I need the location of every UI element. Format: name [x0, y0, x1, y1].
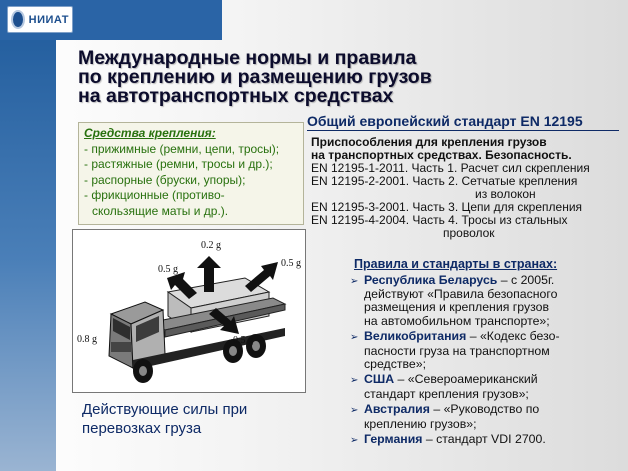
- forces-caption-line-1: Действующие силы при: [82, 401, 248, 418]
- truck-diagram: [73, 230, 305, 392]
- force-label-top: 0.2 g: [201, 240, 221, 251]
- rule-germany: ➢ Германия – стандарт VDI 2700.: [350, 432, 546, 447]
- rule-belarus: ➢ Республика Беларусь – с 2005г. действуют «Правила безопасного размещения и крепления грузов на автомобильном транспорте»;: [350, 273, 558, 328]
- standard-header: Общий европейский стандарт EN 12195: [307, 113, 583, 129]
- forces-caption-line-2: перевозках груза: [82, 420, 202, 437]
- force-label-right-top: 0.5 g: [281, 258, 301, 269]
- rule-australia: ➢ Австралия – «Руководство по креплению грузов»;: [350, 402, 540, 431]
- rules-list: [350, 274, 620, 450]
- arrow-bullet-icon: ➢: [350, 332, 359, 344]
- arrow-bullet-icon: ➢: [350, 276, 359, 287]
- standard-title-line-1: Приспособления для крепления грузов: [311, 135, 547, 149]
- left-decor-band: [0, 0, 56, 471]
- standard-part-4: EN 12195-4-2004. Часть 4. Тросы из стальных: [311, 213, 568, 227]
- title-line-2: по креплению и размещению грузов: [78, 66, 432, 88]
- rule-country: Австралия: [364, 402, 430, 417]
- fastening-item-3: - распорные (бруски, упоры);: [84, 172, 246, 187]
- arrow-bullet-icon: ➢: [350, 405, 359, 417]
- fastening-means-header: Средства крепления:: [84, 126, 216, 140]
- rule-country: США: [364, 372, 395, 387]
- rule-uk: ➢ Великобритания – «Кодекс безо- пасности груза на транспортном средстве»;: [350, 329, 560, 371]
- standard-part-4-cont: проволок: [443, 226, 495, 240]
- logo-text: НИИАТ: [28, 13, 69, 26]
- title-line-3: на автотранспортных средствах: [78, 85, 394, 107]
- cab-grille: [111, 342, 131, 352]
- title-line-1: Международные нормы и правила: [78, 47, 417, 69]
- standard-part-1: EN 12195-1-2011. Часть 1. Расчет сил скрепления: [311, 161, 590, 175]
- standard-part-3: EN 12195-3-2001. Часть 3. Цепи для скрепления: [311, 200, 583, 214]
- force-label-front: 0.8 g: [77, 334, 97, 345]
- standard-body: [311, 136, 611, 240]
- logo-emblem-icon: [11, 10, 25, 29]
- fastening-item-4: - фрикционные (противо-: [84, 188, 225, 202]
- rule-country: Республика Беларусь: [364, 273, 498, 287]
- rule-country: Германия: [364, 432, 423, 447]
- standard-part-2: EN 12195-2-2001. Часть 2. Сетчатые крепления: [311, 174, 578, 188]
- rules-header: Правила и стандарты в странах:: [354, 257, 558, 271]
- standard-part-2-cont: из волокон: [475, 187, 536, 201]
- force-label-left-top: 0.5 g: [158, 264, 178, 275]
- forces-caption: [82, 400, 302, 438]
- standard-title-line-2: на транспортных средствах. Безопасность.: [311, 148, 572, 162]
- arrow-bullet-icon: ➢: [350, 435, 359, 447]
- truck-force-figure: [72, 229, 306, 393]
- standard-header-underline: [307, 130, 619, 131]
- fastening-item-1: - прижимные (ремни, цепи, тросы);: [84, 141, 280, 156]
- rule-country: Великобритания: [364, 329, 467, 344]
- force-label-bottom-right: 0.5 g: [233, 335, 253, 346]
- fastening-item-5: скользящие маты и др.).: [92, 203, 229, 218]
- fastening-means-box: [78, 122, 304, 225]
- fastening-item-2: - растяжные (ремни, тросы и др.);: [84, 157, 273, 171]
- rule-usa: ➢ США – «Североамериканский стандарт крепления грузов»;: [350, 372, 538, 401]
- niiat-logo: [7, 6, 73, 33]
- slide-title: [78, 49, 598, 106]
- arrow-bullet-icon: ➢: [350, 375, 359, 387]
